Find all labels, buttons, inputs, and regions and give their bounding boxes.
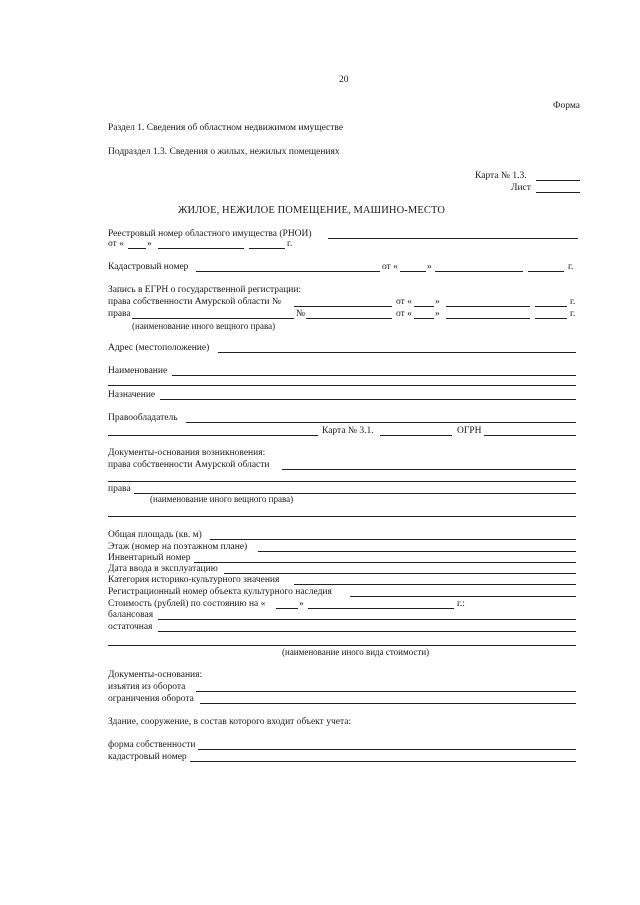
form-label: Форма [553,101,581,111]
cost-year-suffix: г.: [457,599,465,609]
cadastral-quote-close: » [427,262,432,272]
purpose-label: Назначение [108,390,156,400]
holder-field-line2[interactable] [108,435,318,436]
commissioning-field[interactable] [224,573,576,574]
area-field[interactable] [210,539,576,540]
ownership-day-field[interactable] [414,306,434,307]
ownership-month-field[interactable] [446,306,530,307]
building-cadastral-label: кадастровый номер [108,752,187,762]
other-right-day-field[interactable] [414,318,434,319]
basis-right-label: права [108,484,131,494]
inventory-field[interactable] [194,562,576,563]
area-label: Общая площадь (кв. м) [108,530,202,540]
cadastral-year-suffix: г. [568,262,574,272]
cadastral-field[interactable] [196,271,380,272]
inventory-label: Инвентарный номер [108,553,191,563]
cadastral-year-field[interactable] [528,271,564,272]
other-right-quote-close: » [435,309,440,319]
residual-value-field[interactable] [158,631,576,632]
cadastral-label: Кадастровый номер [108,262,189,272]
name-field-line2[interactable] [108,385,576,386]
heritage-reg-field[interactable] [350,596,576,597]
sheet-label: Лист [511,183,531,193]
ownership-date-prefix: от « [396,297,412,307]
floor-field[interactable] [258,551,576,552]
book-value-label: балансовая [108,610,154,620]
heritage-category-label: Категория историко-культурного значения [108,575,280,585]
ownership-form-field[interactable] [198,749,576,750]
ownership-year-suffix: г. [570,297,576,307]
rnoi-date-prefix: от « [108,239,124,249]
ownership-amur-field-line2[interactable] [108,481,576,482]
withdrawal-label: изъятия из оборота [108,682,186,692]
cadastral-day-field[interactable] [400,271,426,272]
page-number: 20 [339,75,349,85]
name-field[interactable] [172,375,576,376]
ownership-year-field[interactable] [535,306,567,307]
other-right-year-field[interactable] [535,318,567,319]
book-value-field[interactable] [158,619,576,620]
cadastral-month-field[interactable] [435,271,523,272]
basis-docs2-label: Документы-основания: [108,670,203,680]
other-right-number-sign: № [296,309,306,319]
rnoi-month-field[interactable] [158,248,244,249]
other-cost-field[interactable] [108,645,576,646]
card31-label: Карта № 3.1. [322,426,374,436]
ownership-quote-close: » [435,297,440,307]
cadastral-date-prefix: от « [382,262,398,272]
rnoi-quote-close: » [147,239,152,249]
holder-label: Правообладатель [108,413,178,423]
ogrn-label: ОГРН [457,426,482,436]
card31-field[interactable] [380,435,452,436]
basis-other-right-note: (наименование иного вещного права) [150,494,294,504]
other-right-year-suffix: г. [570,309,576,319]
ownership-form-label: форма собственности [108,740,196,750]
floor-label: Этаж (номер на поэтажном плане) [108,542,248,552]
basis-docs-label: Документы-основания возникновения: [108,448,266,458]
cost-label: Стоимость (рублей) по состоянию на « [108,599,266,609]
holder-field[interactable] [186,422,576,423]
heritage-reg-label: Регистрационный номер объекта культурного наследия [108,587,332,597]
other-right-month-field[interactable] [446,318,530,319]
rnoi-year-field[interactable] [249,248,285,249]
rnoi-day-field[interactable] [128,248,146,249]
ownership-amur-label: права собственности Амурской области [108,460,270,470]
rnoi-label: Реестровый номер областного имущества (РНОИ) [108,229,312,239]
commissioning-label: Дата ввода в эксплуатацию [108,564,218,574]
heritage-category-field[interactable] [294,584,576,585]
cost-quote-close: » [299,599,304,609]
withdrawal-field[interactable] [196,691,576,692]
section-title: Раздел 1. Сведения об областном недвижимом имуществе [108,123,344,133]
other-cost-note: (наименование иного вида стоимости) [282,647,430,657]
ownership-right-label: права собственности Амурской области № [108,297,281,307]
purpose-field[interactable] [160,399,576,400]
card-number-field[interactable] [536,180,580,181]
rnoi-field[interactable] [328,238,578,239]
other-right-number-field[interactable] [306,318,392,319]
cost-month-year-field[interactable] [308,608,454,609]
basis-right-field-line2[interactable] [108,516,576,517]
restriction-field[interactable] [200,703,576,704]
ownership-amur-field[interactable] [282,469,576,470]
card-number-label: Карта № 1.3. [475,171,527,181]
other-right-date-prefix: от « [396,309,412,319]
egrn-header: Запись в ЕГРН о государственной регистрации: [108,285,302,295]
restriction-label: ограничения оборота [108,694,194,704]
cost-day-field[interactable] [276,608,298,609]
ownership-right-number-field[interactable] [294,306,392,307]
other-right-label: права [108,309,131,319]
other-right-note: (наименование иного вещного права) [132,321,276,331]
subsection-title: Подраздел 1.3. Сведения о жилых, нежилых помещениях [108,147,340,157]
document-title: ЖИЛОЕ, НЕЖИЛОЕ ПОМЕЩЕНИЕ, МАШИНО-МЕСТО [178,205,446,216]
sheet-field[interactable] [536,192,580,193]
address-label: Адрес (местоположение) [108,343,210,353]
address-field[interactable] [218,352,576,353]
ogrn-field[interactable] [484,435,576,436]
building-cadastral-field[interactable] [190,761,576,762]
rnoi-year-suffix: г. [287,239,293,249]
name-label: Наименование [108,366,168,376]
building-label: Здание, сооружение, в состав которого входит объект учета: [108,717,352,727]
residual-value-label: остаточная [108,622,153,632]
other-right-name-field[interactable] [132,318,294,319]
